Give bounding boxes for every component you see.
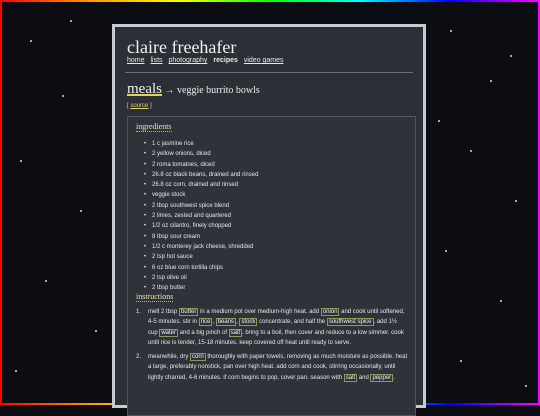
- ingredient-tag: beans: [217, 319, 235, 326]
- source-link[interactable]: source: [130, 103, 149, 109]
- source-open-bracket: [: [127, 103, 131, 109]
- step-text: . bring to a boil, then cover and reduce to a low simmer. cook until rice is tender, 15-18 minutes. keep covered off heat until ready to serve.: [148, 329, 404, 346]
- step-text: concentrate, and half the: [257, 319, 327, 326]
- step-number: 1.: [136, 309, 142, 315]
- step-number: 2.: [136, 354, 142, 361]
- step-text: and a big pinch of: [178, 329, 229, 336]
- ingredient-tag: onion: [322, 309, 338, 315]
- source-close-bracket: ]: [148, 103, 152, 109]
- nav-photography-link[interactable]: photography: [168, 57, 208, 64]
- ingredient-tag: salt: [345, 374, 356, 381]
- breadcrumb-arrow: →: [164, 85, 175, 96]
- ingredient-item: • 1/2 c monterey jack cheese, shredded: [144, 242, 258, 252]
- ingredient-tag: stock: [241, 319, 256, 326]
- breadcrumb-meals-link[interactable]: meals: [127, 81, 162, 97]
- ingredient-tag: butter: [181, 309, 197, 315]
- step-text: melt 2 tbsp: [148, 309, 180, 315]
- main-nav: [127, 57, 288, 64]
- site-title: claire freehafer: [127, 37, 237, 57]
- ingredients-heading: [136, 122, 172, 131]
- nav-home-link[interactable]: home: [127, 57, 145, 64]
- ingredient-list: [144, 139, 258, 293]
- ingredient-tag: pepper: [372, 374, 392, 381]
- recipe-card: [127, 116, 416, 416]
- instruction-step: [136, 352, 408, 383]
- ingredient-item: • 2 tbsp southwest spice blend: [144, 201, 258, 211]
- ingredient-item: • 26.8 oz corn, drained and rinsed: [144, 180, 258, 190]
- step-text: in a medium pot over medium-high heat. add: [198, 309, 321, 315]
- page-title: veggie burrito bowls: [177, 85, 260, 96]
- breadcrumb: [127, 81, 260, 98]
- instruction-step: [136, 307, 408, 348]
- nav-video-games-link[interactable]: video games: [243, 57, 284, 64]
- step-text: meanwhile, dry: [148, 354, 191, 361]
- ingredient-item: • 2 yellow onions, diced: [144, 149, 258, 159]
- step-text: ,: [236, 319, 240, 326]
- ingredient-item: • 2 tsp hot sauce: [144, 252, 258, 262]
- ingredient-item: • 1/2 oz cilantro, finely chopped: [144, 221, 258, 231]
- header-divider: [125, 72, 413, 73]
- ingredient-tag: southwest spice: [328, 319, 372, 326]
- step-text: and: [357, 374, 371, 381]
- step-text: thoroughly with paper towels, removing as much moisture as possible. heat a large, preferably nonstick, pan over high heat. add corn and cook, stirring occasionally, until lightly charred, 4-6 minutes. if corn begins to pop, cover pan. season with: [148, 354, 408, 381]
- ingredients-heading-text: ingredients: [136, 122, 172, 131]
- ingredient-item: • 2 limes, zested and quartered: [144, 211, 258, 221]
- ingredient-item: • 2 tbsp butter: [144, 283, 258, 293]
- step-text: . add 1½ cup: [148, 319, 397, 336]
- instructions-heading-text: instructions: [136, 292, 174, 301]
- instructions-heading: [136, 292, 173, 301]
- instruction-list: [136, 307, 408, 387]
- ingredient-tag: salt: [230, 329, 241, 336]
- ingredient-tag: rice: [200, 319, 211, 326]
- ingredient-item: • 8 tbsp sour cream: [144, 232, 258, 242]
- ingredient-item: • 6 oz blue corn tortilla chips: [144, 263, 258, 273]
- content-panel: [112, 24, 426, 408]
- source-link-wrapper: [127, 103, 152, 109]
- ingredient-item: • 1 c jasmine rice: [144, 139, 258, 149]
- ingredient-item: • 2 roma tomatoes, diced: [144, 160, 258, 170]
- ingredient-item: • 2 tsp olive oil: [144, 273, 258, 283]
- ingredient-tag: corn: [192, 354, 204, 361]
- ingredient-tag: water: [161, 329, 177, 336]
- step-text: ,: [212, 319, 216, 326]
- step-text: and cook until softened, 4-5 minutes. stir in: [148, 309, 405, 326]
- nav-lists-link[interactable]: lists: [150, 57, 163, 64]
- step-text: .: [393, 374, 395, 381]
- nav-recipes-current: recipes: [213, 57, 238, 64]
- ingredient-item: • 26.8 oz black beans, drained and rinsed: [144, 170, 258, 180]
- ingredient-item: • veggie stock: [144, 190, 258, 200]
